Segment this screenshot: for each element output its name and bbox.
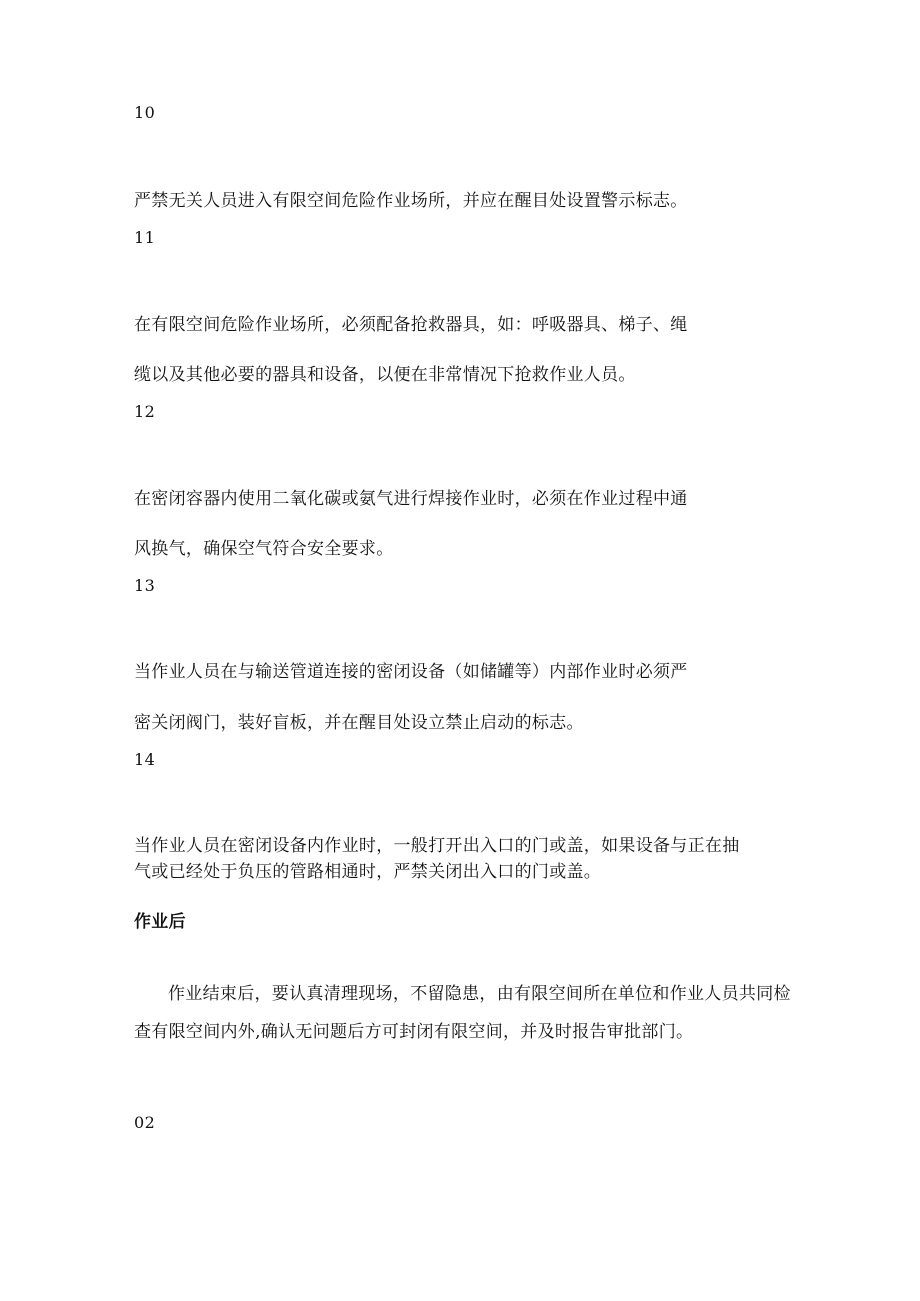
item-text-line: 当作业人员在密闭设备内作业时，一般打开出入口的门或盖，如果设备与正在抽 [134, 836, 740, 856]
item-text-line: 当作业人员在与输送管道连接的密闭设备（如储罐等）内部作业时必须严 [134, 662, 688, 682]
item-text-line: 缆以及其他必要的器具和设备，以便在非常情况下抢救作业人员。 [134, 365, 636, 385]
item-number: 12 [134, 402, 156, 421]
footer-number: 02 [134, 1113, 156, 1132]
item-text-line: 在密闭容器内使用二氧化碳或氨气进行焊接作业时，必须在作业过程中通 [134, 489, 688, 509]
item-number: 11 [134, 228, 156, 247]
paragraph-line: 查有限空间内外,确认无问题后方可封闭有限空间，并及时报告审批部门。 [134, 1022, 694, 1042]
item-text-line: 风换气，确保空气符合安全要求。 [134, 539, 394, 559]
item-number: 10 [134, 103, 156, 122]
item-text-line: 气或已经处于负压的管路相通时，严禁关闭出入口的门或盖。 [134, 862, 602, 882]
item-text-line: 在有限空间危险作业场所，必须配备抢救器具，如：呼吸器具、梯子、绳 [134, 315, 688, 335]
item-number: 13 [134, 576, 156, 595]
section-heading: 作业后 [134, 912, 186, 932]
item-text-line: 密关闭阀门，装好盲板，并在醒目处设立禁止启动的标志。 [134, 713, 584, 733]
item-text-line: 严禁无关人员进入有限空间危险作业场所，并应在醒目处设置警示标志。 [134, 191, 688, 211]
paragraph-line: 作业结束后，要认真清理现场，不留隐患，由有限空间所在单位和作业人员共同检 [168, 984, 791, 1004]
item-number: 14 [134, 750, 156, 769]
